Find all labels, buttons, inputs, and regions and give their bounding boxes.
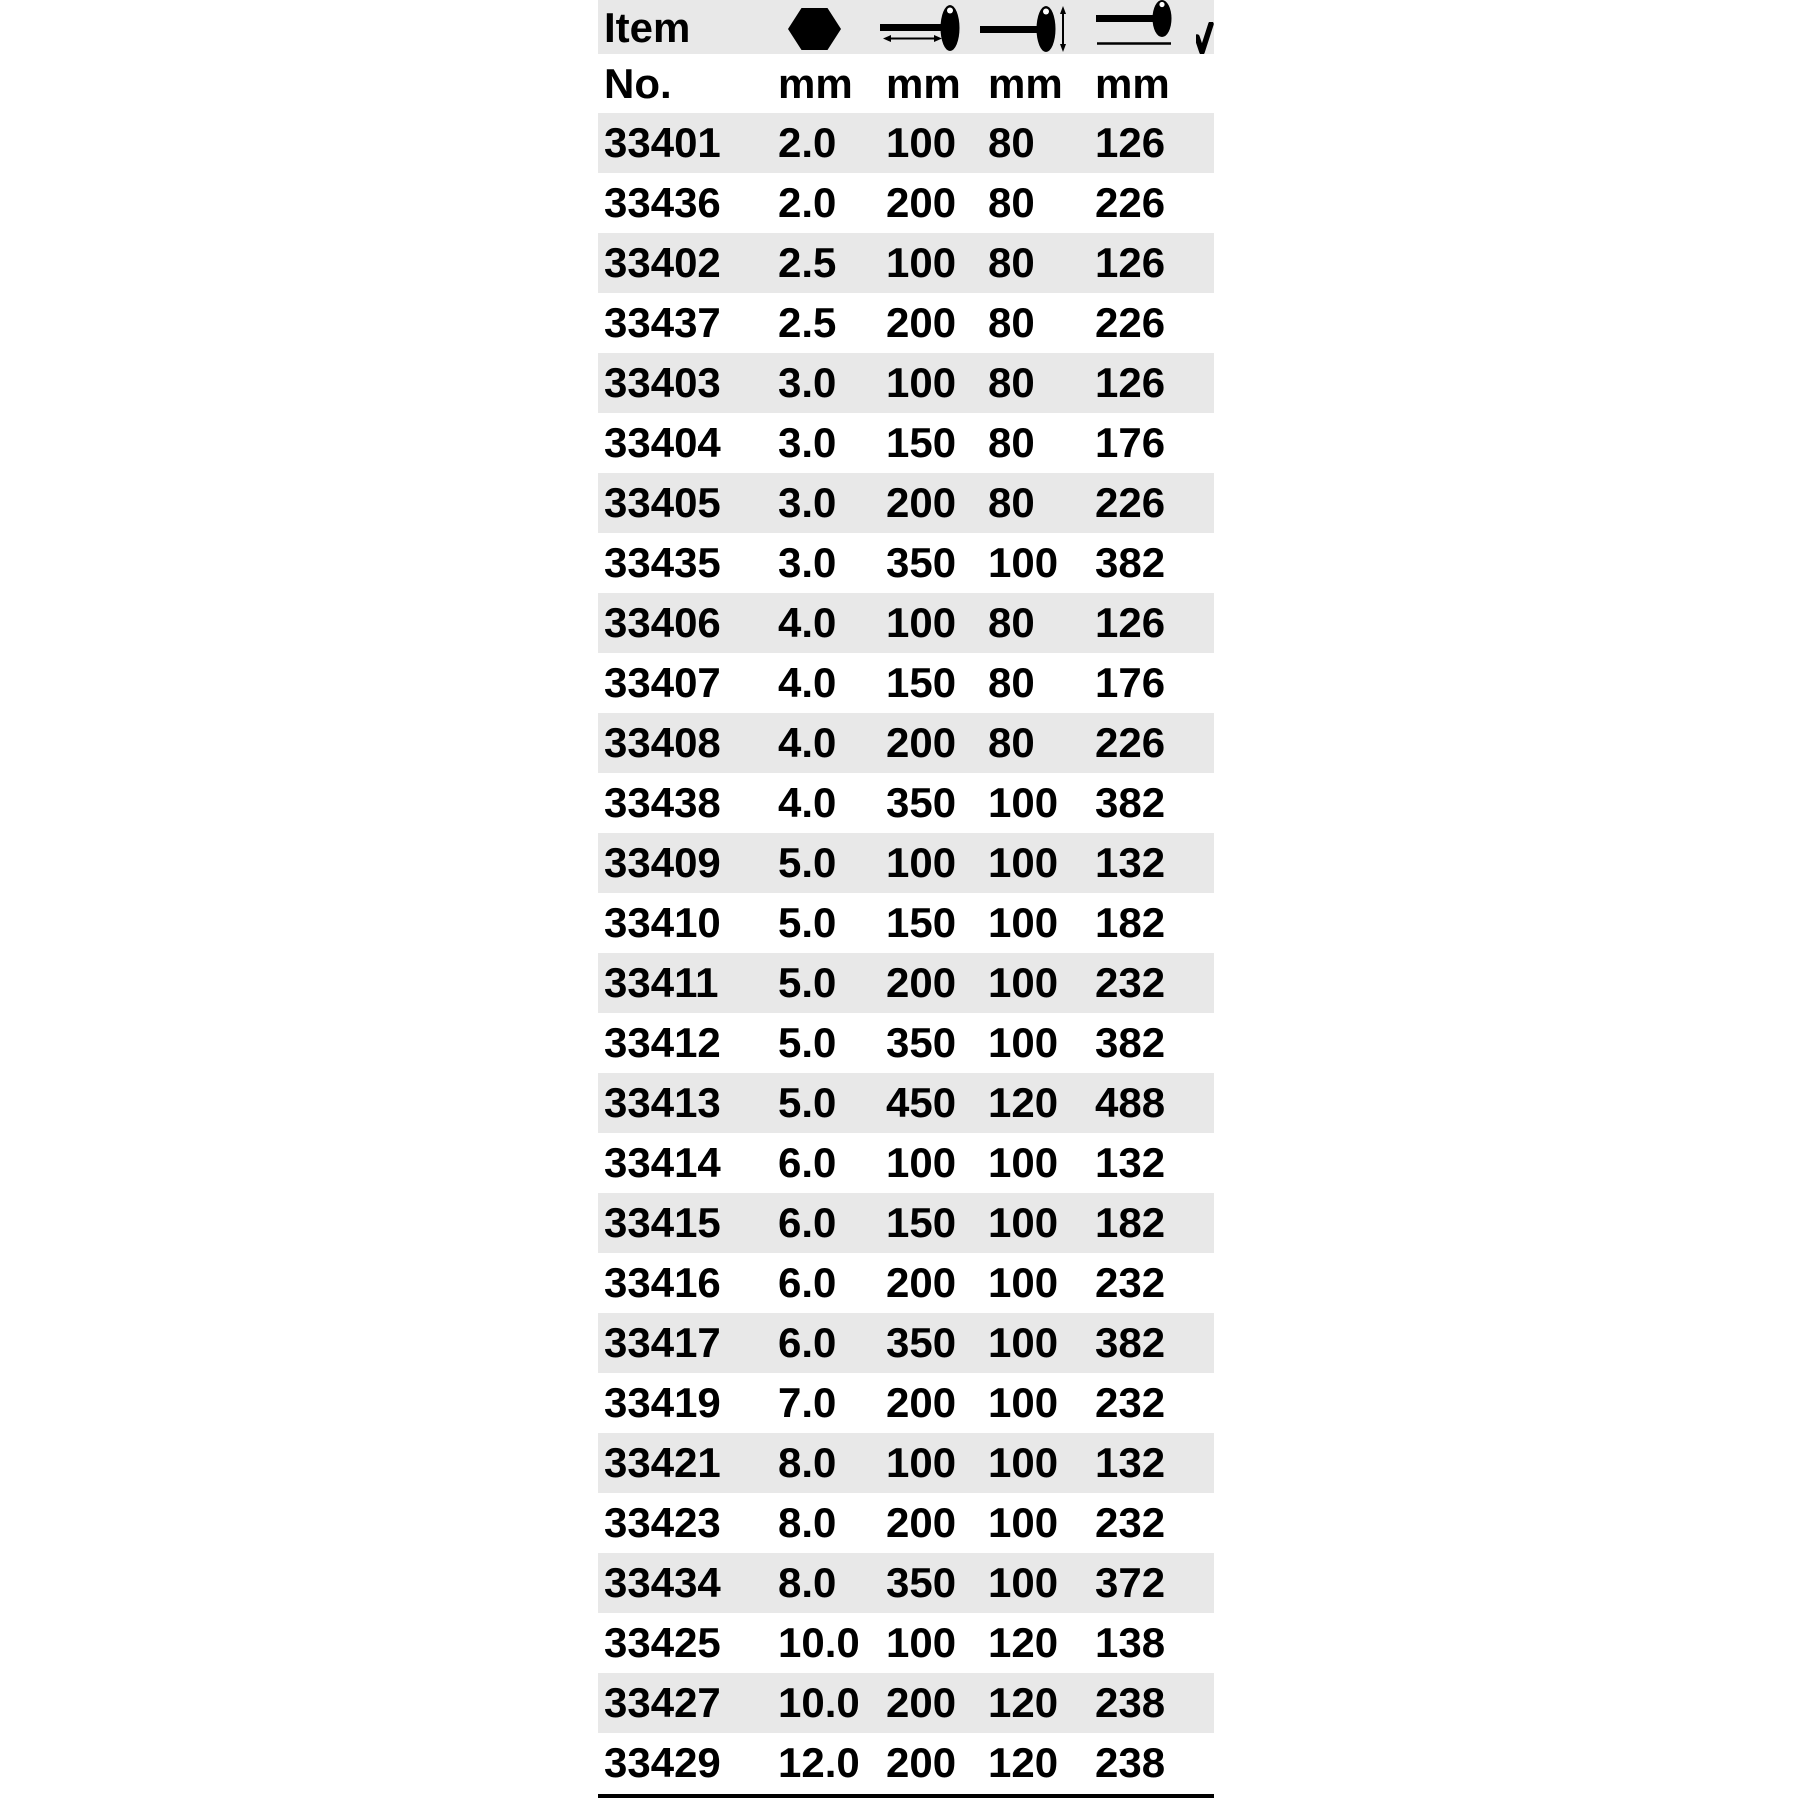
cell-hex-size: 4.0 [778,779,837,826]
cell-overall-length: 138 [1095,1619,1166,1666]
cell-handle-length: 100 [988,539,1059,586]
cell-hex-size: 3.0 [778,539,837,586]
cell-blade-length: 350 [886,1019,957,1066]
table-row [598,1013,1214,1073]
table-row [598,473,1214,533]
cell-handle-length: 100 [988,1499,1059,1546]
cell-overall-length: 382 [1095,539,1166,586]
cell-blade-length: 350 [886,1559,957,1606]
cell-handle-length: 80 [988,119,1035,166]
table-row [598,713,1214,773]
table-row [598,533,1214,593]
cell-item-no: 33416 [604,1259,721,1306]
cell-item-no: 33402 [604,239,721,286]
cell-item-no: 33436 [604,179,721,226]
table-row [598,233,1214,293]
cell-overall-length: 176 [1095,419,1166,466]
cell-blade-length: 200 [886,179,957,226]
cell-item-no: 33437 [604,299,721,346]
cell-blade-length: 100 [886,1139,957,1186]
cell-handle-length: 100 [988,1199,1059,1246]
cell-handle-length: 80 [988,719,1035,766]
table-row [598,1493,1214,1553]
cell-overall-length: 126 [1095,599,1166,646]
cell-item-no: 33434 [604,1559,721,1606]
cell-handle-length: 80 [988,179,1035,226]
cell-overall-length: 382 [1095,1019,1166,1066]
overall-length-icon [1094,0,1172,48]
unit-label-overall: mm [1095,60,1170,107]
cell-overall-length: 232 [1095,1379,1166,1426]
cell-item-no: 33419 [604,1379,721,1426]
cell-item-no: 33403 [604,359,721,406]
cell-overall-length: 182 [1095,1199,1166,1246]
cell-hex-size: 5.0 [778,1079,837,1126]
cell-hex-size: 5.0 [778,959,837,1006]
cell-item-no: 33408 [604,719,721,766]
cell-overall-length: 182 [1095,899,1166,946]
cell-handle-length: 120 [988,1679,1059,1726]
cell-blade-length: 100 [886,839,957,886]
cell-handle-length: 100 [988,899,1059,946]
cell-item-no: 33429 [604,1739,721,1786]
cell-overall-length: 238 [1095,1679,1166,1726]
cell-hex-size: 2.5 [778,299,837,346]
table-row [598,1133,1214,1193]
cell-blade-length: 200 [886,479,957,526]
cell-hex-size: 5.0 [778,899,837,946]
table-row [598,413,1214,473]
cell-overall-length: 382 [1095,1319,1166,1366]
cell-overall-length: 238 [1095,1739,1166,1786]
cell-handle-length: 100 [988,1379,1059,1426]
table-row [598,593,1214,653]
cell-handle-length: 100 [988,839,1059,886]
cell-blade-length: 100 [886,1619,957,1666]
cell-blade-length: 350 [886,539,957,586]
cell-hex-size: 6.0 [778,1319,837,1366]
table-row [598,173,1214,233]
cell-handle-length: 100 [988,779,1059,826]
cell-blade-length: 100 [886,359,957,406]
cell-hex-size: 4.0 [778,599,837,646]
cell-item-no: 33406 [604,599,721,646]
table-row [598,293,1214,353]
cell-handle-length: 100 [988,1319,1059,1366]
cell-hex-size: 2.0 [778,179,837,226]
cell-item-no: 33423 [604,1499,721,1546]
table-bottom-rule [598,1794,1214,1798]
cell-overall-length: 382 [1095,779,1166,826]
cell-blade-length: 150 [886,1199,957,1246]
cell-item-no: 33427 [604,1679,721,1726]
cell-blade-length: 200 [886,299,957,346]
cell-overall-length: 176 [1095,659,1166,706]
cell-item-no: 33412 [604,1019,721,1066]
cell-handle-length: 100 [988,1559,1059,1606]
cell-overall-length: 232 [1095,1499,1166,1546]
table-row [598,1613,1214,1673]
cell-handle-length: 80 [988,359,1035,406]
cell-handle-length: 80 [988,599,1035,646]
cell-hex-size: 6.0 [778,1259,837,1306]
table-row [598,833,1214,893]
cell-hex-size: 4.0 [778,719,837,766]
cell-item-no: 33405 [604,479,721,526]
table-row [598,1253,1214,1313]
handle-length-icon [980,5,1068,53]
cell-item-no: 33438 [604,779,721,826]
cell-hex-size: 3.0 [778,479,837,526]
cell-handle-length: 120 [988,1619,1059,1666]
cell-handle-length: 100 [988,1139,1059,1186]
cell-item-no: 33413 [604,1079,721,1126]
cell-item-no: 33421 [604,1439,721,1486]
cell-handle-length: 80 [988,479,1035,526]
cell-item-no: 33407 [604,659,721,706]
table-header-icons-row [598,0,1214,54]
cell-hex-size: 8.0 [778,1439,837,1486]
cell-blade-length: 100 [886,1439,957,1486]
cell-blade-length: 200 [886,959,957,1006]
cell-item-no: 33415 [604,1199,721,1246]
cell-blade-length: 100 [886,239,957,286]
cell-handle-length: 120 [988,1739,1059,1786]
cell-overall-length: 372 [1095,1559,1166,1606]
unit-label-hex: mm [778,60,853,107]
header-no-label: No. [604,60,672,107]
cell-hex-size: 2.0 [778,119,837,166]
table-row [598,773,1214,833]
cell-item-no: 33404 [604,419,721,466]
cell-overall-length: 126 [1095,119,1166,166]
table-row [598,1313,1214,1373]
hex-size-icon [788,7,841,51]
cell-hex-size: 5.0 [778,839,837,886]
cell-overall-length: 488 [1095,1079,1166,1126]
cell-overall-length: 232 [1095,959,1166,1006]
cell-blade-length: 350 [886,1319,957,1366]
unit-label-handle: mm [988,60,1063,107]
cell-handle-length: 80 [988,299,1035,346]
cell-hex-size: 6.0 [778,1139,837,1186]
cell-blade-length: 200 [886,1259,957,1306]
cell-item-no: 33435 [604,539,721,586]
next-column-partial-icon [1196,22,1214,54]
cell-blade-length: 150 [886,899,957,946]
table-row [598,1733,1214,1793]
cell-hex-size: 4.0 [778,659,837,706]
cell-overall-length: 226 [1095,479,1166,526]
cell-item-no: 33414 [604,1139,721,1186]
cell-item-no: 33410 [604,899,721,946]
cell-hex-size: 10.0 [778,1619,860,1666]
cell-handle-length: 100 [988,959,1059,1006]
cell-handle-length: 100 [988,1019,1059,1066]
table-row [598,653,1214,713]
cell-overall-length: 126 [1095,239,1166,286]
cell-hex-size: 3.0 [778,359,837,406]
cell-overall-length: 226 [1095,719,1166,766]
table-row [598,1553,1214,1613]
table-row [598,353,1214,413]
table-row [598,1433,1214,1493]
cell-handle-length: 100 [988,1439,1059,1486]
table-row [598,113,1214,173]
cell-item-no: 33401 [604,119,721,166]
cell-blade-length: 150 [886,659,957,706]
cell-hex-size: 12.0 [778,1739,860,1786]
cell-overall-length: 226 [1095,299,1166,346]
table-row [598,1193,1214,1253]
cell-blade-length: 450 [886,1079,957,1126]
cell-blade-length: 200 [886,1499,957,1546]
cell-item-no: 33425 [604,1619,721,1666]
table-row [598,1373,1214,1433]
cell-handle-length: 120 [988,1079,1059,1126]
cell-blade-length: 200 [886,719,957,766]
cell-handle-length: 100 [988,1259,1059,1306]
cell-hex-size: 8.0 [778,1499,837,1546]
cell-hex-size: 7.0 [778,1379,837,1426]
cell-blade-length: 200 [886,1379,957,1426]
cell-blade-length: 100 [886,599,957,646]
header-item-label: Item [604,4,691,51]
cell-item-no: 33409 [604,839,721,886]
cell-hex-size: 8.0 [778,1559,837,1606]
cell-overall-length: 132 [1095,839,1166,886]
cell-blade-length: 200 [886,1679,957,1726]
cell-blade-length: 100 [886,119,957,166]
cell-hex-size: 2.5 [778,239,837,286]
cell-hex-size: 6.0 [778,1199,837,1246]
cell-item-no: 33411 [604,959,719,1006]
cell-handle-length: 80 [988,659,1035,706]
unit-label-blade: mm [886,60,961,107]
cell-handle-length: 80 [988,419,1035,466]
blade-length-icon [880,5,960,53]
table-row [598,1073,1214,1133]
table-row [598,1673,1214,1733]
cell-overall-length: 132 [1095,1139,1166,1186]
spec-table [598,0,1214,1798]
cell-hex-size: 3.0 [778,419,837,466]
cell-overall-length: 132 [1095,1439,1166,1486]
cell-blade-length: 150 [886,419,957,466]
cell-overall-length: 126 [1095,359,1166,406]
cell-overall-length: 232 [1095,1259,1166,1306]
cell-hex-size: 10.0 [778,1679,860,1726]
cell-handle-length: 80 [988,239,1035,286]
table-body [598,113,1214,1793]
table-header-units-row [598,54,1214,113]
cell-hex-size: 5.0 [778,1019,837,1066]
cell-overall-length: 226 [1095,179,1166,226]
cell-blade-length: 350 [886,779,957,826]
cell-item-no: 33417 [604,1319,721,1366]
table-row [598,893,1214,953]
table-row [598,953,1214,1013]
cell-blade-length: 200 [886,1739,957,1786]
